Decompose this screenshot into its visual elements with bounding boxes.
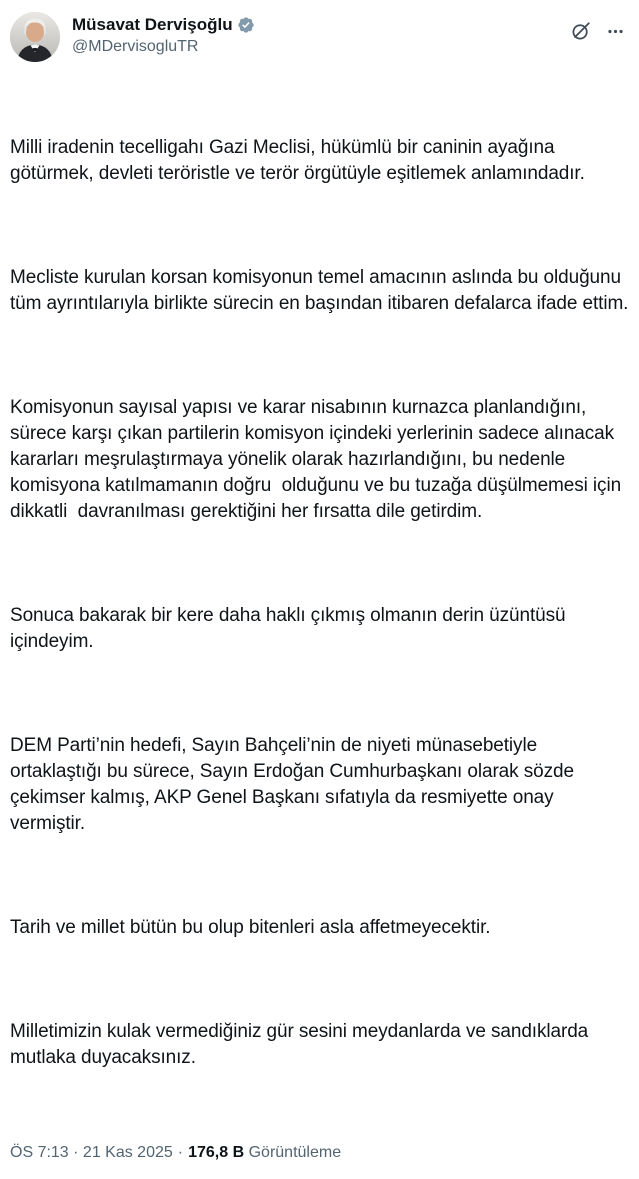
header-actions (570, 12, 629, 42)
grok-icon (570, 20, 592, 42)
views (188, 1143, 341, 1163)
more-icon (606, 22, 625, 41)
tweet-header (10, 12, 629, 62)
tweet-paragraph: DEM Parti’nin hedefi, Sayın Bahçeli’nin de niyeti münasebetiyle ortaklaştığı bu sürece, Sayın Erdoğan Cumhurbaşkanı olarak sözde çekimser kalmış, AKP Genel Başkanı sıfatıyla da resmiyette onay vermiştir. (10, 735, 580, 834)
tweet-text (10, 83, 629, 1123)
tweet-paragraph: Sonuca bakarak bir kere daha haklı çıkmış olmanın derin üzüntüsü içindeyim. (10, 605, 571, 652)
grok-button[interactable] (570, 20, 592, 42)
tweet-paragraph: Tarih ve millet bütün bu olup bitenleri asla affetmeyecektir. (10, 917, 491, 938)
views-label: Görüntüleme (248, 1144, 342, 1161)
tweet-paragraph: Mecliste kurulan korsan komisyonun temel amacının aslında bu olduğunu tüm ayrıntılarıyla birlikte sürecin en başından itibaren defalarca ifade ettim. (10, 267, 629, 314)
author-block (72, 12, 570, 57)
tweet-paragraph: Milli iradenin tecelligahı Gazi Meclisi, hükümlü bir caninin ayağına götürmek, devleti teröristle ve terör örgütüyle eşitlemek anlamındadır. (10, 137, 585, 184)
tweet-paragraph: Milletimizin kulak vermediğiniz gür sesini meydanlarda ve sandıklarda mutlaka duyacaksınız. (10, 1021, 594, 1068)
verified-badge-icon (237, 16, 255, 34)
tweet-paragraph: Komisyonun sayısal yapısı ve karar nisabının kurnazca planlandığını, sürece karşı çıkan partilerin komisyon içindeki yerlerinin sadece alınacak kararları meşrulaştırmaya yönelik olarak hazırlandığını, bu nedenle komisyona katılmamanın doğru olduğunu ve bu tuzağa düşülmemesi için dikkatli davranılması gerektiğini her fırsatta dile getirdim. (10, 397, 627, 522)
views-count: 176,8 B (188, 1144, 245, 1161)
tweet-meta (10, 1143, 629, 1179)
display-name[interactable]: Müsavat Dervişoğlu (72, 15, 233, 34)
user-handle[interactable]: @MDervisogluTR (72, 38, 199, 55)
avatar-image (10, 12, 60, 62)
timestamp[interactable]: ÖS 7:13 · 21 Kas 2025 (10, 1144, 173, 1161)
more-button[interactable] (606, 22, 625, 41)
avatar[interactable] (10, 12, 60, 62)
meta-separator: · (177, 1144, 184, 1161)
name-row (72, 14, 570, 36)
